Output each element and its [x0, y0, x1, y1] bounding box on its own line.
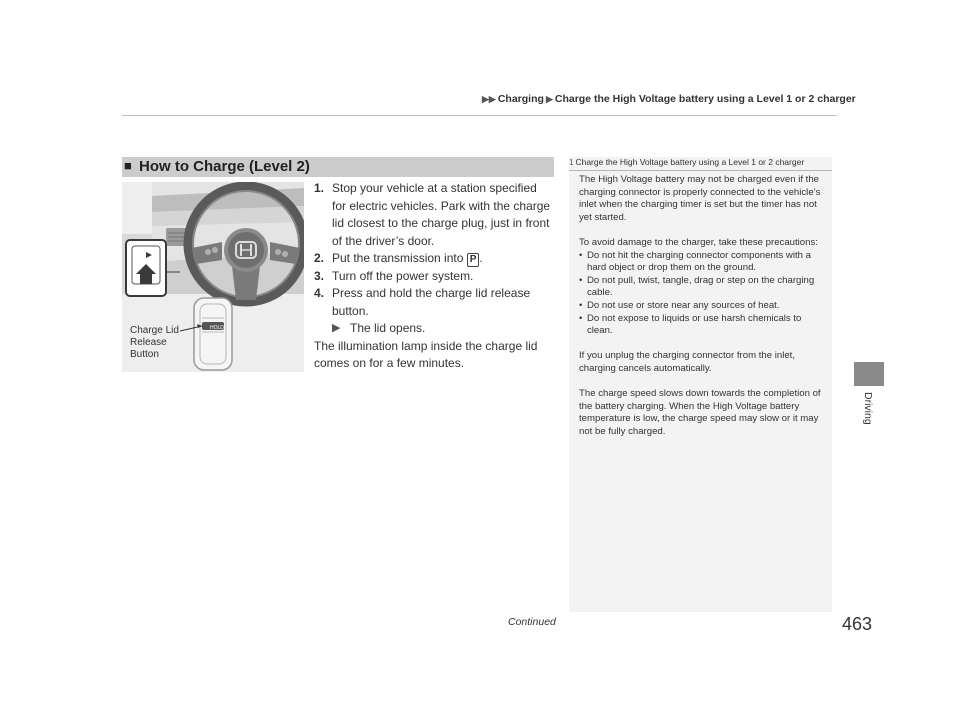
precautions-list — [579, 250, 825, 338]
section-title: How to Charge (Level 2) — [139, 158, 310, 175]
figure-callout: Charge Lid Release Button — [130, 325, 179, 360]
square-bullet-icon: ■ — [124, 158, 132, 173]
dashboard-illustration — [122, 182, 304, 372]
note-paragraph: To avoid damage to the charger, take these precautions: — [579, 236, 818, 248]
note-paragraph: The High Voltage battery may not be charged even if the charging connector is properly connected to the vehicle’s inlet when the charging timer is set but the timer has not yet started. — [579, 174, 821, 223]
park-key-icon: P — [467, 253, 480, 267]
step-4: 4. Press and hold the charge lid release button. — [314, 286, 531, 318]
lamp-note: The illumination lamp inside the charge lid comes on for a few minutes. — [314, 338, 538, 370]
notes-panel-title: 1 Charge the High Voltage battery using a Level 1 or 2 charger — [569, 157, 805, 167]
continued-label: Continued — [508, 616, 556, 628]
notes-panel-divider — [569, 170, 832, 171]
step-3: 3. Turn off the power system. — [314, 268, 474, 283]
result-arrow-icon: ▶ — [332, 322, 341, 334]
chapter-label: Driving — [862, 392, 874, 425]
bullet-icon: • — [579, 299, 583, 311]
breadcrumb-charging: Charging — [497, 93, 544, 105]
arrow-icon: ▶ — [545, 94, 553, 104]
step-1: 1. Stop your vehicle at a station specified for electric vehicles. Park with the charge lid closest to the charge plug, just in front of the driver’s door. — [314, 181, 551, 248]
header-divider — [122, 115, 837, 116]
note-paragraph: The charge speed slows down towards the completion of the battery charging. When the High Voltage battery temperature is low, the charge speed may slow or it may not be fully charged. — [579, 388, 821, 437]
reference-icon: 1 — [569, 158, 574, 167]
note-paragraph: If you unplug the charging connector from the inlet, charging cancels automatically. — [579, 350, 795, 374]
list-item: • Do not pull, twist, tangle, drag or step on the charging cable. — [579, 274, 815, 299]
double-arrow-icon: ▶▶ — [482, 94, 496, 104]
list-item: • Do not expose to liquids or use harsh chemicals to clean. — [579, 312, 802, 337]
chapter-tab — [854, 362, 884, 386]
section-heading — [122, 157, 554, 177]
bullet-icon: • — [579, 312, 583, 324]
list-item: • Do not use or store near any sources of heat. — [579, 299, 780, 311]
procedure-steps — [314, 180, 554, 373]
breadcrumb — [480, 93, 856, 105]
notes-panel-body — [579, 174, 825, 451]
step-2: 2. Put the transmission into P . — [314, 251, 483, 265]
breadcrumb-current: Charge the High Voltage battery using a Level 1 or 2 charger — [554, 93, 856, 105]
step-result: ▶ The lid opens. — [314, 320, 554, 338]
bullet-icon: • — [579, 249, 583, 261]
page-number: 463 — [842, 614, 873, 634]
notes-panel — [569, 157, 832, 612]
bullet-icon: • — [579, 274, 583, 286]
hold-text: HOLD — [210, 325, 224, 331]
list-item: • Do not hit the charging connector components with a hard object or drop them on the ground. — [579, 249, 811, 274]
